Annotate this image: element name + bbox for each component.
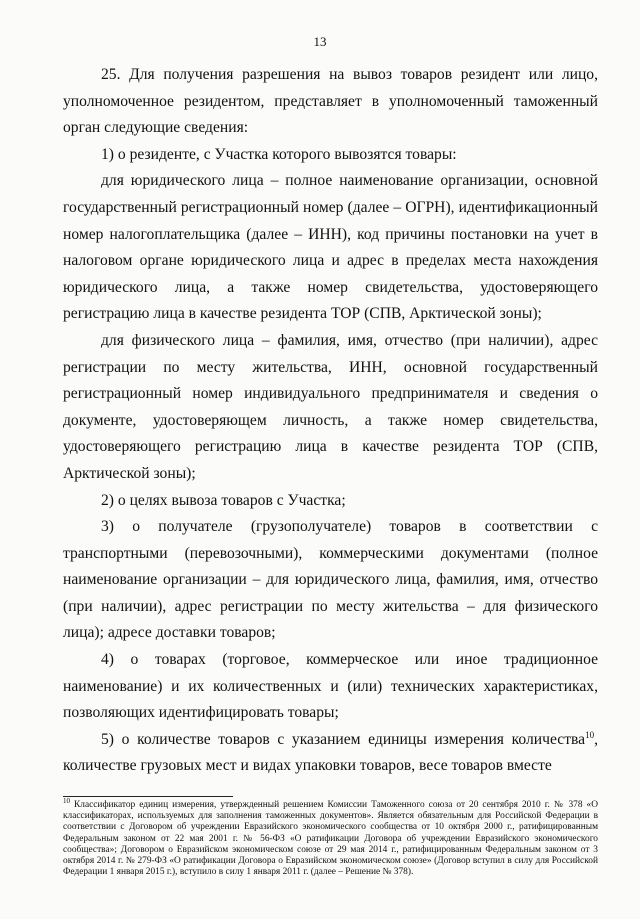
footnote-divider bbox=[63, 796, 233, 797]
paragraph-item-3: 3) о получателе (грузополучателе) товаров в соответствии с транспортными (перевозочными), коммерческими документами (полное наименование организации – для юридического лица, фамилия, имя, отчество (при наличии), адрес регистрации по месту жительства – для физического лица); адресе доставки товаров; bbox=[63, 518, 598, 642]
footnote-reference: 10 bbox=[585, 729, 595, 740]
paragraph-25: 25. Для получения разрешения на вывоз товаров резидент или лицо, уполномоченное резидентом, представляет в уполномоченный таможенный орган следующие сведения: bbox=[63, 66, 598, 137]
footnote-text: Классификатор единиц измерения, утвержденный решением Комиссии Таможенного союза от 20 сентября 2010 г. № 378 «О классификаторах, используемых для заполнения таможенных документов». Является обязательным для Российской Федерации в соответствии с Договором об учреждении Евразийского экономического сообщества от 10 октября 2000 г., ратифицированным Федеральным законом от 22 мая 2001 г. № 56-ФЗ «О ратификации Договора об учреждении Евразийского экономического сообщества»; Договором о Евразийском экономическом союзе от 29 мая 2014 г., ратифицированным Федеральным законом от 3 октября 2014 г. № 279-ФЗ «О ратификации Договора о Евразийском экономическом союзе» (Договор вступил в силу для Российской Федерации 1 января 2015 г.), вступило в силу 1 января 2011 г. (далее – Решение № 378). bbox=[63, 800, 598, 878]
paragraph-item-4: 4) о товарах (торговое, коммерческое или иное традиционное наименование) и их количественных и (или) технических характеристиках, позволяющих идентифицировать товары; bbox=[63, 651, 598, 722]
footnote bbox=[63, 796, 598, 878]
paragraph-item-2: 2) о целях вывоза товаров с Участка; bbox=[101, 491, 346, 509]
paragraph-item-5-start: 5) о количестве товаров с указанием единицы измерения количества bbox=[101, 730, 586, 748]
body-text bbox=[63, 62, 598, 780]
paragraph-individual: для физического лица – фамилия, имя, отчество (при наличии), адрес регистрации по месту жительства, ИНН, основной государственный регистрационный номер индивидуального предпринимателя и сведения о документе, удостоверяющем личность, а также номер свидетельства, удостоверяющего регистрацию лица в качестве резидента ТОР (СПВ, Арктической зоны); bbox=[63, 331, 598, 482]
paragraph-item-5 bbox=[63, 727, 598, 780]
paragraph-legal-entity: для юридического лица – полное наименование организации, основной государственный регистрационный номер (далее – ОГРН), идентификационный номер налогоплательщика (далее – ИНН), код причины постановки на учет в налоговом органе юридического лица и адрес в пределах места нахождения юридического лица, а также номер свидетельства, удостоверяющего регистрацию лица в качестве резидента ТОР (СПВ, Арктической зоны); bbox=[63, 172, 598, 323]
footnote-marker: 10 bbox=[63, 796, 70, 805]
page-number: 13 bbox=[313, 34, 327, 49]
paragraph-item-1: 1) о резиденте, с Участка которого вывозятся товары: bbox=[101, 145, 457, 163]
paragraph-item-5-end: , количестве грузовых мест и видах упаковки товаров, весе товаров вместе bbox=[63, 730, 598, 775]
